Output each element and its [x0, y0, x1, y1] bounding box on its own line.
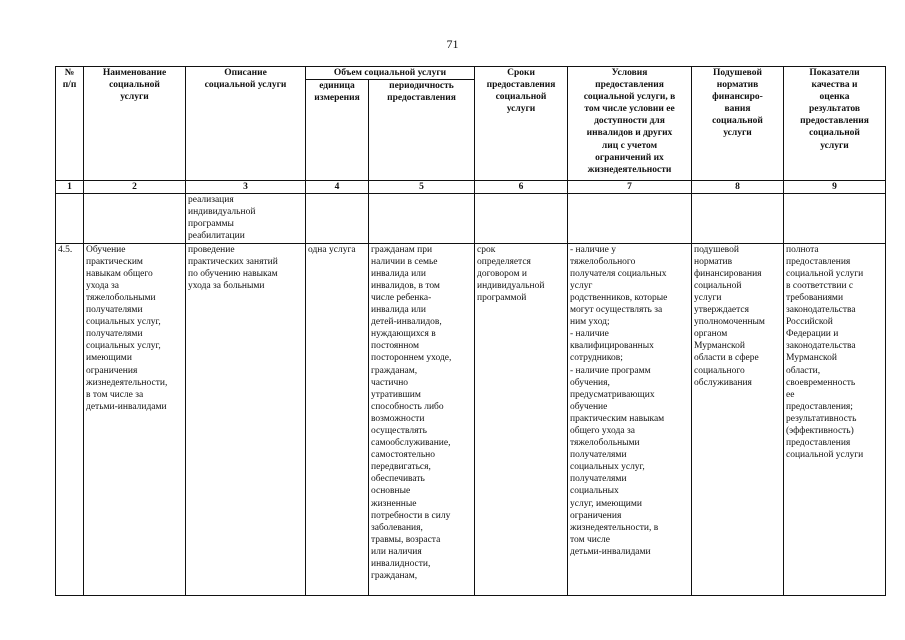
service-terms: срок определяется договором и индивидуальной программой [475, 243, 568, 595]
column-number: 2 [84, 181, 186, 194]
row-number: 4.5. [56, 243, 84, 595]
column-number: 9 [784, 181, 886, 194]
periodicity: гражданам при наличии в семье инвалида или инвалидов, в том числе ребенка- инвалида или детей-инвалидов, нуждающихся в постоянном постороннем уходе, гражданам, частично утратившим способность либо возможности осуществлять самообслуживание, самостоятельно передвигаться, обеспечивать основные жизненные потребности в силу заболевания, травмы, возраста или наличия инвалидности, гражданам, [369, 243, 475, 595]
header-conditions: Условия предоставления социальной услуги, в том числе условии ее доступности для инвалидов и других лиц с учетом ограничений их жизнедеятельности [568, 67, 692, 181]
service-conditions: - наличие у тяжелобольного получателя социальных услуг родственников, которые могут осуществлять за ним уход; - наличие квалифицированных сотрудников; - наличие программ обучения, предусматривающих обучение практическим навыкам общего ухода за тяжелобольными получателями социальных услуг, получателями социальных услуг, имеющими ограничения жизнедеятельности, в том числе детьми-инвалидами [568, 243, 692, 595]
column-numbers-row [56, 181, 886, 194]
header-quality: Показатели качества и оценка результатов предоставления социальной услуги [784, 67, 886, 181]
header-service-description: Описание социальной услуги [186, 67, 306, 181]
column-number: 7 [568, 181, 692, 194]
service-name: Обучение практическим навыкам общего ухода за тяжелобольными получателями социальных услуг, получателями социальных услуг, имеющими ограничения жизнедеятельности, в том числе за детьми-инвалидами [84, 243, 186, 595]
header-volume-group: Объем социальной услуги [306, 67, 475, 80]
unit-of-measure: одна услуга [306, 243, 369, 595]
social-services-table [55, 66, 886, 596]
continuation-row [56, 194, 886, 243]
header-periodicity: периодичность предоставления [369, 80, 475, 181]
header-number: № п/п [56, 67, 84, 181]
column-number: 4 [306, 181, 369, 194]
header-service-name: Наименование социальной услуги [84, 67, 186, 181]
continuation-description: реализация индивидуальной программы реабилитации [186, 194, 306, 243]
quality-indicators: полнота предоставления социальной услуги в соответствии с требованиями законодательства Российской Федерации и законодательства Мурманской области, своевременность ее предоставления; результативность (эффективность) предоставления социальной услуги [784, 243, 886, 595]
table-row [56, 243, 886, 595]
column-number: 3 [186, 181, 306, 194]
page-number: 71 [446, 37, 459, 51]
service-description: проведение практических занятий по обучению навыкам ухода за больными [186, 243, 306, 595]
column-number: 5 [369, 181, 475, 194]
header-unit: единица измерения [306, 80, 369, 181]
header-terms: Сроки предоставления социальной услуги [475, 67, 568, 181]
column-number: 1 [56, 181, 84, 194]
header-financing: Подушевой норматив финансиро- вания социальной услуги [692, 67, 784, 181]
column-number: 6 [475, 181, 568, 194]
column-number: 8 [692, 181, 784, 194]
financing-norm: подушевой норматив финансирования социальной услуги утверждается уполномоченным органом Мурманской области в сфере социального обслуживания [692, 243, 784, 595]
